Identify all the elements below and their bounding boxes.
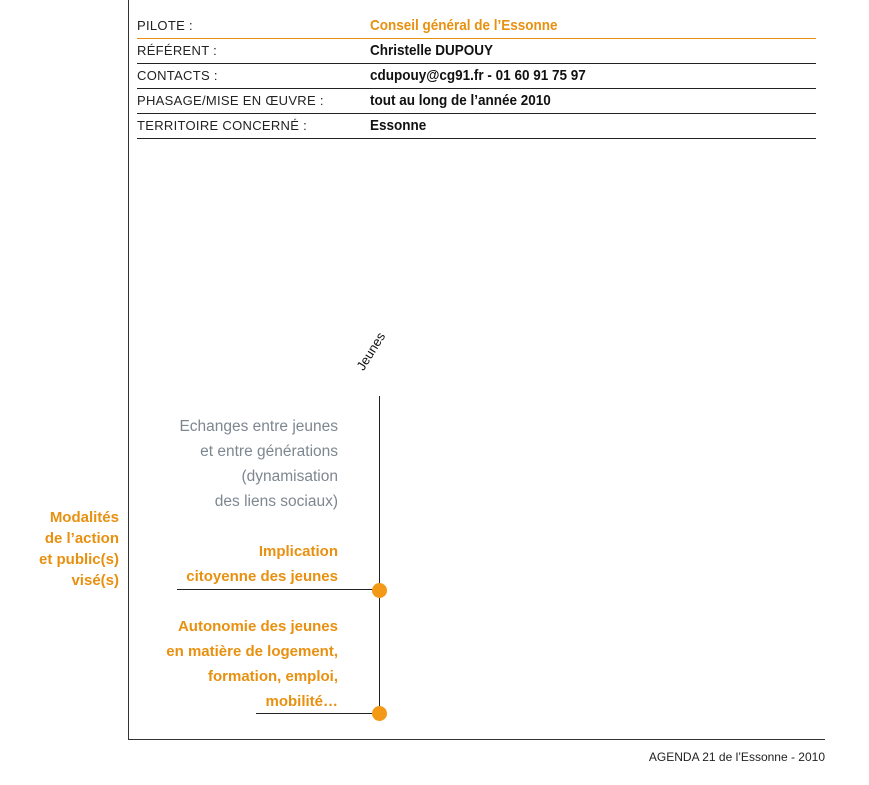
info-label: CONTACTS : bbox=[137, 68, 218, 83]
info-value: cdupouy@cg91.fr - 01 60 91 75 97 bbox=[370, 67, 586, 84]
info-label: PHASAGE/MISE EN ŒUVRE : bbox=[137, 93, 324, 108]
info-row-phasage bbox=[137, 89, 816, 114]
item-autonomie-text: Autonomie des jeunes en matière de logement, formation, emploi, mobilité… bbox=[166, 618, 338, 710]
info-row-territoire bbox=[137, 114, 816, 139]
info-value: tout au long de l’année 2010 bbox=[370, 92, 551, 109]
page-footer: AGENDA 21 de l’Essonne - 2010 bbox=[648, 750, 825, 764]
info-row-referent bbox=[137, 39, 816, 64]
item-echanges-text: Echanges entre jeunes et entre générations (dynamisation des liens sociaux) bbox=[179, 418, 338, 510]
row-divider bbox=[137, 138, 816, 139]
info-label: PILOTE : bbox=[137, 18, 193, 33]
item-autonomie-leader bbox=[256, 713, 380, 714]
info-row-contacts bbox=[137, 64, 816, 89]
info-value: Conseil général de l’Essonne bbox=[370, 17, 558, 34]
column-axis-line bbox=[379, 396, 380, 714]
frame-bottom-rule bbox=[128, 739, 825, 740]
frame-left-rule bbox=[128, 0, 129, 740]
info-label: RÉFÉRENT : bbox=[137, 43, 218, 58]
side-label-modalites: Modalités de l’action et public(s) visé(s) bbox=[38, 509, 119, 589]
info-value: Christelle DUPOUY bbox=[370, 42, 494, 59]
item-implication-leader bbox=[177, 589, 380, 590]
column-label-jeunes: Jeunes bbox=[353, 329, 389, 373]
item-implication-marker bbox=[372, 583, 387, 598]
info-row-pilote bbox=[137, 14, 816, 39]
info-value: Essonne bbox=[370, 117, 427, 134]
item-implication-text: Implication citoyenne des jeunes bbox=[186, 543, 338, 585]
info-label: TERRITOIRE CONCERNÉ : bbox=[137, 118, 308, 133]
item-autonomie-marker bbox=[372, 706, 387, 721]
